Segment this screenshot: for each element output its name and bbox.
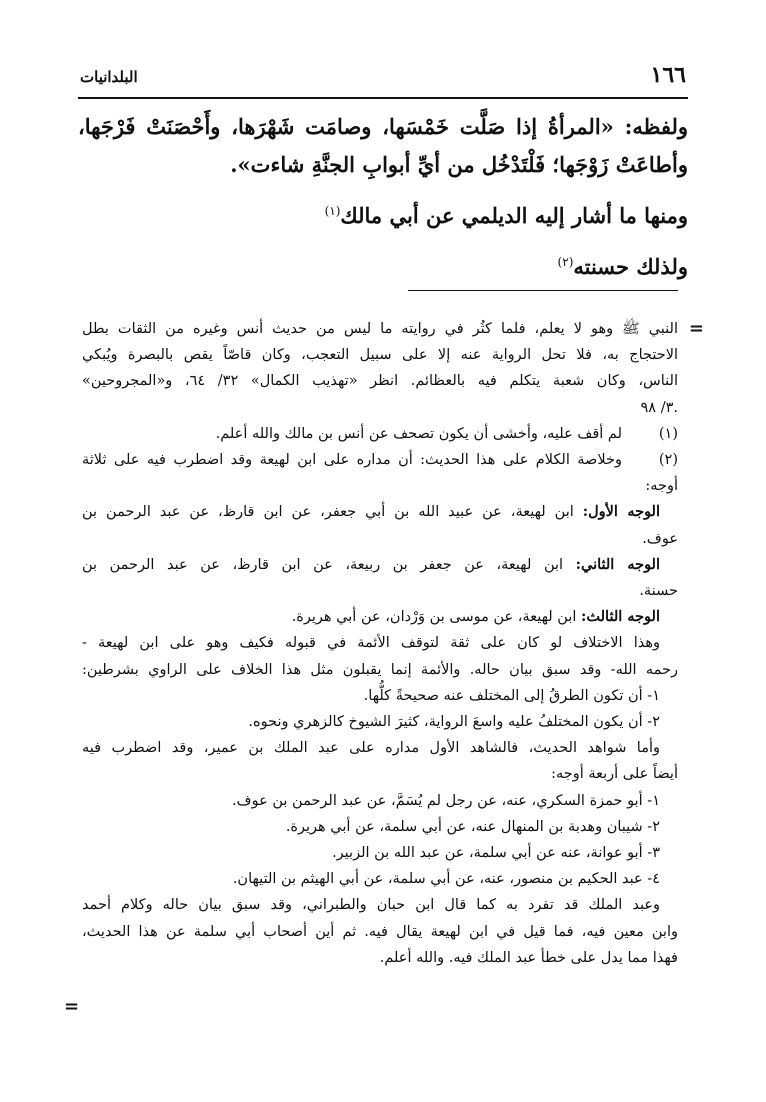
way-3: ٣- أبو عوانة، عنه عن أبي سلمة، عن عبد الله بن الزبير. xyxy=(332,845,660,862)
footnotes xyxy=(82,316,678,971)
condition-2: ٢- أن يكون المختلفُ عليه واسعَ الرواية، كثيرَ الشيوخ كالزهري ونحوه. xyxy=(248,714,660,731)
shawahid-line-1: وأما شواهد الحديث، فالشاهد الأول مداره على عبد الملك بن عمير، وقد اضطرب فيه xyxy=(82,740,660,757)
main-line-3-text: ومنها ما أشار إليه الديلمي عن أبي مالك xyxy=(340,203,688,228)
fn-carryover-4: ٣/ ٩٨. xyxy=(640,399,678,416)
wajh-1-text: ابن لهيعة، عن عبيد الله بن أبي جعفر، عن ابن قارظ، عن عبد الرحمن بن xyxy=(82,504,574,521)
main-line-1: ولفظه: «المرأةُ إذا صَلَّت خَمْسَها، وصامَت شَهْرَها، وأَحْصَنَتْ فَرْجَها، xyxy=(78,114,688,139)
footnote-2-number: (٢) xyxy=(658,452,678,469)
way-2: ٢- شيبان وهدبة بن المنهال عنه، عن أبي سلمة، عن أبي هريرة. xyxy=(285,818,660,835)
wajh-2-text: ابن لهيعة، عن جعفر بن ربيعة، عن ابن قارظ، عن عبد الرحمن بن xyxy=(82,556,564,573)
wajh-2 xyxy=(82,552,678,578)
fn-carryover-3: الناس، وكان شعبة يتكلم فيه بالعظائم. انظر «تهذيب الكمال» ٣٢/ ٦٤، و«المجروحين» xyxy=(82,373,678,390)
continuation-mark-bottom: = xyxy=(64,996,80,1017)
closing-line-1: وعبد الملك قد تفرد به كما قال ابن حبان والطبراني، وقد سبق بيان حاله وكلام أحمد xyxy=(82,897,660,914)
main-line-2: وأطاعَتْ زَوْجَها؛ فَلْتَدْخُل من أيِّ أبوابِ الجنَّةِ شاءت». xyxy=(230,152,688,177)
footnote-ref-1: (١) xyxy=(324,204,341,218)
wajh-2-line-2: حسنة. xyxy=(639,583,678,600)
condition-1: ١- أن تكون الطرقُ إلى المختلف عنه صحيحةً كلُّها. xyxy=(363,687,660,704)
main-text xyxy=(78,108,688,286)
way-4: ٤- عبد الحكيم بن منصور، عنه، عن أبي سلمة، عن أبي الهيثم بن التيهان. xyxy=(232,871,660,888)
shawahid-line-2: أيضاً على أربعة أوجه: xyxy=(551,766,678,783)
page-header xyxy=(80,62,686,94)
closing-line-2: وابن معين فيه، فما قيل في ابن لهيعة يقال فيه. ثم أين أصحاب أبي سلمة عن هذا الحديث، xyxy=(82,923,678,940)
main-line-4 xyxy=(78,243,688,286)
wajh-3 xyxy=(82,604,678,630)
footnote-2-line-2: أوجه: xyxy=(645,478,678,495)
footnote-separator xyxy=(408,290,678,291)
footnote-1 xyxy=(82,421,678,447)
wajh-1 xyxy=(82,499,678,525)
wajh-2-label: الوجه الثاني: xyxy=(575,555,661,573)
main-line-4-text: ولذلك حسنته xyxy=(573,254,688,279)
wajh-3-text: ابن لهيعة، عن موسى بن وَرْدان، عن أبي هريرة. xyxy=(291,609,577,626)
footnote-2-text: وخلاصة الكلام على هذا الحديث: أن مداره على ابن لهيعة وقد اضطرب فيه على ثلاثة xyxy=(82,452,622,469)
way-1: ١- أبو حمزة السكري، عنه، عن رجل لم يُسَمَّ، عن عبد الرحمن بن عوف. xyxy=(231,792,660,809)
discussion-line-1: وهذا الاختلاف لو كان على ثقة لتوقف الأئمة في قبوله فكيف وهو على ابن لهيعة - xyxy=(82,635,660,652)
footnote-ref-2: (٢) xyxy=(557,255,574,269)
page-number: ١٦٦ xyxy=(650,62,686,88)
footnote-2 xyxy=(82,447,678,473)
closing-line-3: فهذا مما يدل على خطأ عبد الملك فيه. والله أعلم. xyxy=(379,949,678,966)
running-title: البلدانيات xyxy=(80,68,138,86)
fn-carryover-1: النبي ﷺ وهو لا يعلم، فلما كثُر في روايته ما ليس من حديث أنس وغيره من الثقات بطل xyxy=(82,321,678,337)
wajh-3-label: الوجه الثالث: xyxy=(581,608,660,626)
fn-carryover-2: الاحتجاج به، فلا تحل الرواية عنه إلا على سبيل التعجب، وكان قاصّاً يقص بالبصرة ويُبكي xyxy=(82,347,678,364)
wajh-1-label: الوجه الأول: xyxy=(582,503,661,521)
continuation-mark-top: = xyxy=(688,318,704,339)
header-rule xyxy=(78,97,688,99)
main-line-3 xyxy=(78,192,688,235)
footnote-1-text: لم أقف عليه، وأخشى أن يكون تصحف عن أنس بن مالك والله أعلم. xyxy=(215,425,622,442)
discussion-line-2: رحمه الله- وقد سبق بيان حاله. والأئمة إنما يقبلون مثل هذا الخلاف على الراوي بشرطين: xyxy=(82,661,678,678)
footnote-1-number: (١) xyxy=(658,425,678,442)
wajh-1-line-2: عوف. xyxy=(642,530,678,547)
